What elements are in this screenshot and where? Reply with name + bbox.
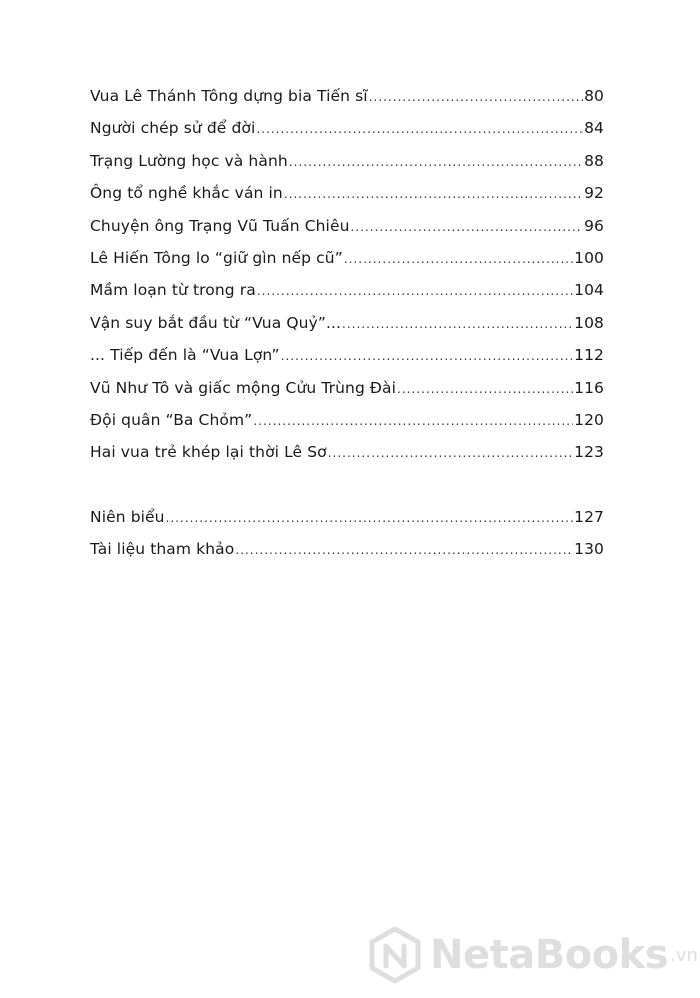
toc-entry-page: 130 [574,540,604,559]
toc-entry-page: 123 [574,443,604,462]
toc-entry-page: 88 [584,151,604,170]
toc-entry-page: 104 [574,281,604,300]
toc-entry [90,217,604,249]
toc-entry [90,314,604,346]
toc-entry-title: Hai vua trẻ khép lại thời Lê Sơ [90,443,327,462]
toc-leader-dots [281,349,573,363]
toc-entry-page: 112 [574,346,604,365]
toc-entry-title: Ông tổ nghề khắc ván in [90,184,283,203]
toc-entry-page: 84 [584,119,604,138]
toc-leader-dots [328,446,573,460]
watermark-brand: NetaBooks [430,932,669,978]
toc-entry [90,346,604,378]
toc-entry-page: 92 [584,184,604,203]
toc-entry-title: Người chép sử để đời [90,119,256,138]
toc-leader-dots [257,284,573,298]
toc-leader-dots [351,220,584,234]
netabooks-logo-icon [366,926,424,984]
toc-entry-title: Vũ Như Tô và giấc mộng Cửu Trùng Đài [90,378,397,397]
watermark-suffix: .vn [670,944,698,966]
toc-entry [90,249,604,281]
toc-entry-page: 108 [574,313,604,332]
toc-entry [90,379,604,411]
toc-entry-page: 120 [574,410,604,429]
toc-appendix [90,508,604,573]
toc-entry-title: Chuyện ông Trạng Vũ Tuấn Chiêu [90,216,350,235]
toc-entry-page: 100 [574,248,604,267]
toc-entry-title: Vua Lê Thánh Tông dựng bia Tiến sĩ [90,87,368,105]
toc-entry-page: 96 [584,216,604,235]
toc-entry-page: 80 [584,87,604,105]
toc-entry-title: Đội quân “Ba Chỏm” [90,410,253,429]
toc-entry [90,152,604,184]
toc-entry-title: Vận suy bắt đầu từ “Vua Quỷ”... [90,313,342,332]
toc-entry [90,184,604,216]
toc-entry-title: Niên biểu [90,507,165,526]
toc-leader-dots [284,187,583,201]
toc-leader-dots [235,543,573,557]
toc-entry-title: Tài liệu tham khảo [90,540,235,559]
toc-leader-dots [289,155,583,169]
toc-leader-dots [342,317,573,331]
toc-leader-dots [253,414,573,428]
toc-entry-title: Trạng Lường học và hành [90,151,288,170]
toc-entry-title: ... Tiếp đến là “Vua Lợn” [90,346,280,365]
toc-entry [90,411,604,443]
toc-entry [90,540,604,572]
toc-entry-page: 116 [574,378,604,397]
toc-entry [90,508,604,540]
toc-leader-dots [256,122,583,136]
toc-entry [90,87,604,119]
toc-entry-title: Lê Hiến Tông lo “giữ gìn nếp cũ” [90,248,343,267]
toc-leader-dots [369,90,583,104]
toc-leader-dots [344,252,573,266]
toc-entry [90,281,604,313]
toc-entry [90,119,604,151]
toc-chapters [90,87,604,476]
toc-leader-dots [397,382,573,396]
toc-entry-title: Mầm loạn từ trong ra [90,281,256,300]
netabooks-watermark [366,926,698,984]
toc-entry-page: 127 [574,507,604,526]
toc-leader-dots [166,511,574,525]
toc-entry [90,443,604,475]
table-of-contents [90,87,604,572]
